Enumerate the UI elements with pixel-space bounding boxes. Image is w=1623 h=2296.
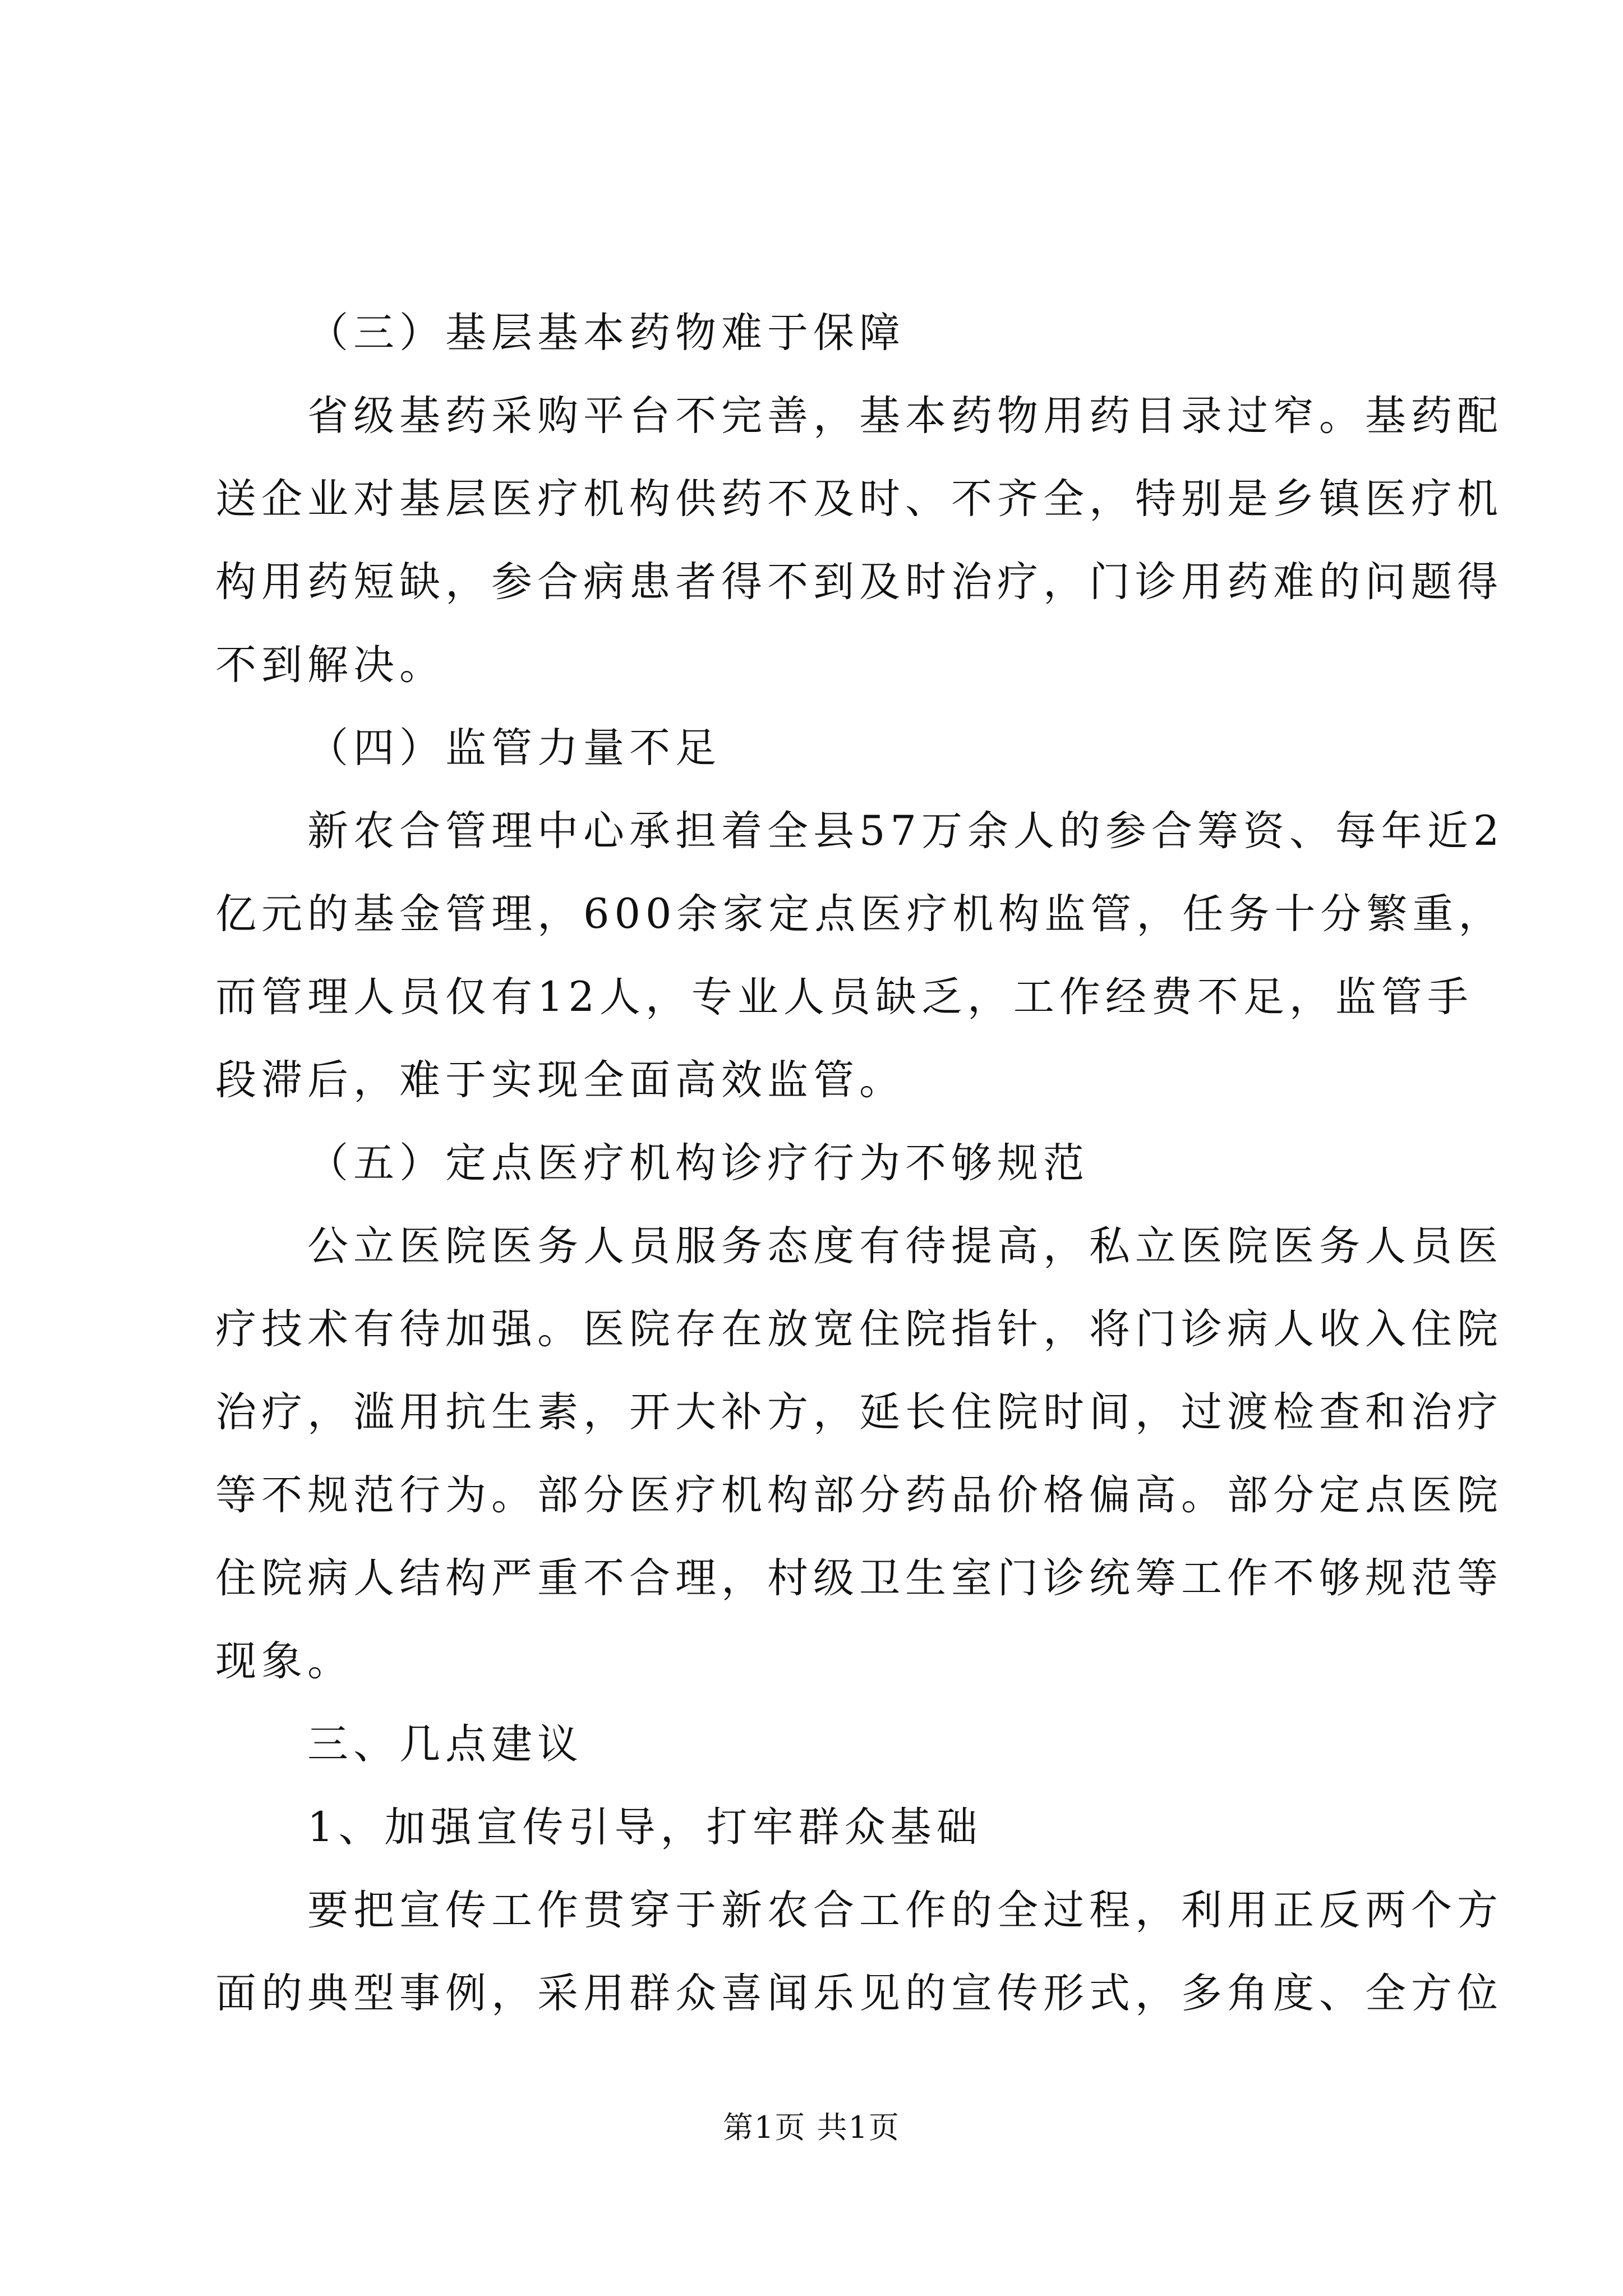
paragraph-line: 构用药短缺，参合病患者得不到及时治疗，门诊用药难的问题得: [215, 558, 1503, 606]
paragraph-line: 而管理人员仅有12人，专业人员缺乏，工作经费不足，监管手: [215, 973, 1473, 1021]
section-heading-3: （三）基层基本药物难于保障: [307, 309, 905, 357]
section-heading-5: （五）定点医疗机构诊疗行为不够规范: [307, 1139, 1089, 1187]
paragraph-line: 疗技术有待加强。医院存在放宽住院指针，将门诊病人收入住院: [215, 1305, 1503, 1353]
section-heading-suggestions: 三、几点建议: [307, 1720, 583, 1768]
document-body: [215, 292, 1505, 2035]
paragraph-line: 段滞后，难于实现全面高效监管。: [215, 1056, 905, 1104]
paragraph-line: 送企业对基层医疗机构供药不及时、不齐全，特别是乡镇医疗机: [215, 475, 1503, 523]
paragraph-line: 面的典型事例，采用群众喜闻乐见的宣传形式，多角度、全方位: [215, 1970, 1503, 2017]
paragraph-line: 新农合管理中心承担着全县57万余人的参合筹资、每年近2: [307, 807, 1505, 855]
paragraph-line: 治疗，滥用抗生素，开大补方，延长住院时间，过渡检查和治疗: [215, 1388, 1503, 1436]
paragraph-line: 要把宣传工作贯穿于新农合工作的全过程，利用正反两个方: [307, 1887, 1503, 1934]
paragraph-line: 省级基药采购平台不完善，基本药物用药目录过窄。基药配: [307, 392, 1503, 440]
section-heading-4: （四）监管力量不足: [307, 724, 721, 772]
page-footer: 第1页 共1页: [723, 2110, 900, 2145]
subsection-heading-1: 1、加强宣传引导，打牢群众基础: [307, 1803, 983, 1851]
paragraph-line: 等不规范行为。部分医疗机构部分药品价格偏高。部分定点医院: [215, 1471, 1503, 1519]
paragraph-line: 住院病人结构严重不合理，村级卫生室门诊统筹工作不够规范等: [215, 1554, 1503, 1602]
paragraph-line: 不到解决。: [215, 641, 445, 689]
paragraph-line: 亿元的基金管理，600余家定点医疗机构监管，任务十分繁重，: [215, 890, 1505, 938]
paragraph-line: 现象。: [215, 1637, 353, 1685]
paragraph-line: 公立医院医务人员服务态度有待提高，私立医院医务人员医: [307, 1222, 1503, 1270]
